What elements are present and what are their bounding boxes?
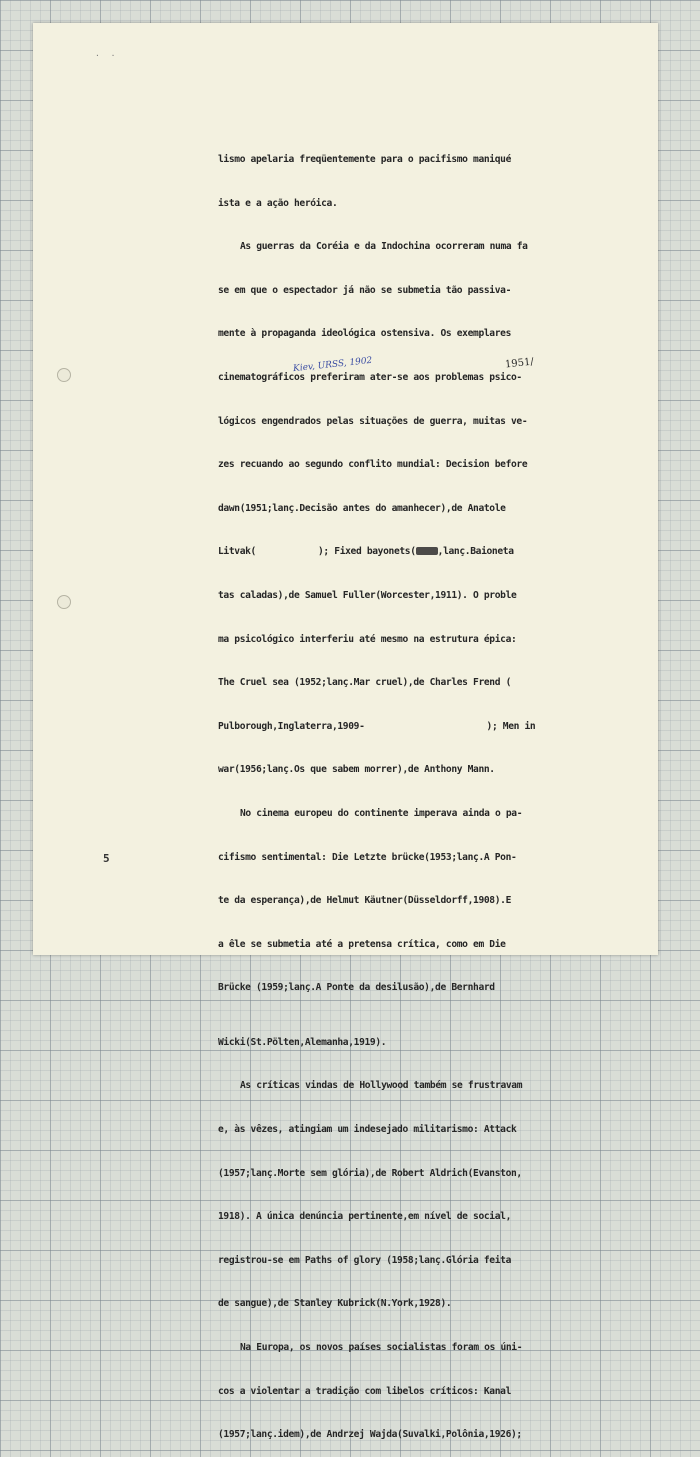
handwritten-year-correction: 1951/ bbox=[504, 356, 535, 371]
text-line: war(1956;lanç.Os que sabem morrer),de Anthony Mann. bbox=[218, 764, 495, 776]
text-line: cinematográficos preferiram ater-se aos problemas psico- bbox=[218, 371, 522, 383]
text-line: te da esperança),de Helmut Käutner(Düsseldorff,1908).E bbox=[218, 895, 512, 907]
text-line: se em que o espectador já não se submetia tão passiva- bbox=[218, 284, 512, 296]
text-line: As críticas vindas de Hollywood também se frustravam bbox=[240, 1080, 523, 1092]
text-line: 1918). A única denúncia pertinente,em nível de social, bbox=[218, 1211, 512, 1223]
typed-text-block bbox=[218, 127, 618, 1457]
handwritten-annotation: Kiev, URSS, 1902 bbox=[292, 355, 373, 375]
text-line: lógicos engendrados pelas situações de guerra, muitas ve- bbox=[218, 415, 528, 427]
text-line: The Cruel sea (1952;lanç.Mar cruel),de Charles Frend ( bbox=[218, 677, 512, 689]
text-line: Wicki(St.Pölten,Alemanha,1919). bbox=[218, 1036, 387, 1048]
text-line: cos a violentar a tradição com libelos críticos: Kanal bbox=[218, 1385, 512, 1397]
text-line: dawn(1951;lanç.Decisão antes do amanhecer),de Anatole bbox=[218, 502, 506, 514]
text-line: As guerras da Coréia e da Indochina ocorreram numa fa bbox=[240, 241, 528, 253]
text-line: Brücke (1959;lanç.A Ponte da desilusão),de Bernhard bbox=[218, 982, 495, 994]
text-line: Na Europa, os novos países socialistas foram os úni- bbox=[240, 1342, 523, 1354]
page-number: 5 bbox=[103, 852, 110, 865]
text-line: cifismo sentimental: Die Letzte brücke(1953;lanç.A Pon- bbox=[218, 851, 517, 863]
text-line: e, às vêzes, atingiam um indesejado militarismo: Attack bbox=[218, 1124, 517, 1136]
text-line: No cinema europeu do continente imperava ainda o pa- bbox=[240, 807, 523, 819]
punch-hole bbox=[57, 368, 71, 382]
text-line: zes recuando ao segundo conflito mundial: Decision before bbox=[218, 459, 528, 471]
text-line: tas caladas),de Samuel Fuller(Worcester,1911). O proble bbox=[218, 589, 517, 601]
punch-hole bbox=[57, 595, 71, 609]
text-line: (1957;lanç.Morte sem glória),de Robert Aldrich(Evanston, bbox=[218, 1167, 522, 1179]
text-line: de sangue),de Stanley Kubrick(N.York,1928). bbox=[218, 1298, 452, 1310]
text-line: registrou-se em Paths of glory (1958;lanç.Glória feita bbox=[218, 1254, 512, 1266]
text-line: (1957;lanç.idem),de Andrzej Wajda(Suvalki,Polônia,1926); bbox=[218, 1429, 522, 1441]
text-line: ma psicológico interferiu até mesmo na estrutura épica: bbox=[218, 633, 517, 645]
text-line: ista e a ação heróica. bbox=[218, 197, 338, 209]
text-line: lismo apelaria freqüentemente para o pacifismo maniqué bbox=[218, 154, 512, 165]
text-line: Litvak( ); Fixed bayonets( ,lanç.Baioneta bbox=[218, 546, 514, 558]
text-line: a êle se submetia até a pretensa crítica, como em Die bbox=[218, 938, 506, 950]
text-line: mente à propaganda ideológica ostensiva. Os exemplares bbox=[218, 328, 512, 340]
text-line: Pulborough,Inglaterra,1909- ); Men in bbox=[218, 720, 536, 732]
margin-marks: · · bbox=[95, 51, 119, 60]
